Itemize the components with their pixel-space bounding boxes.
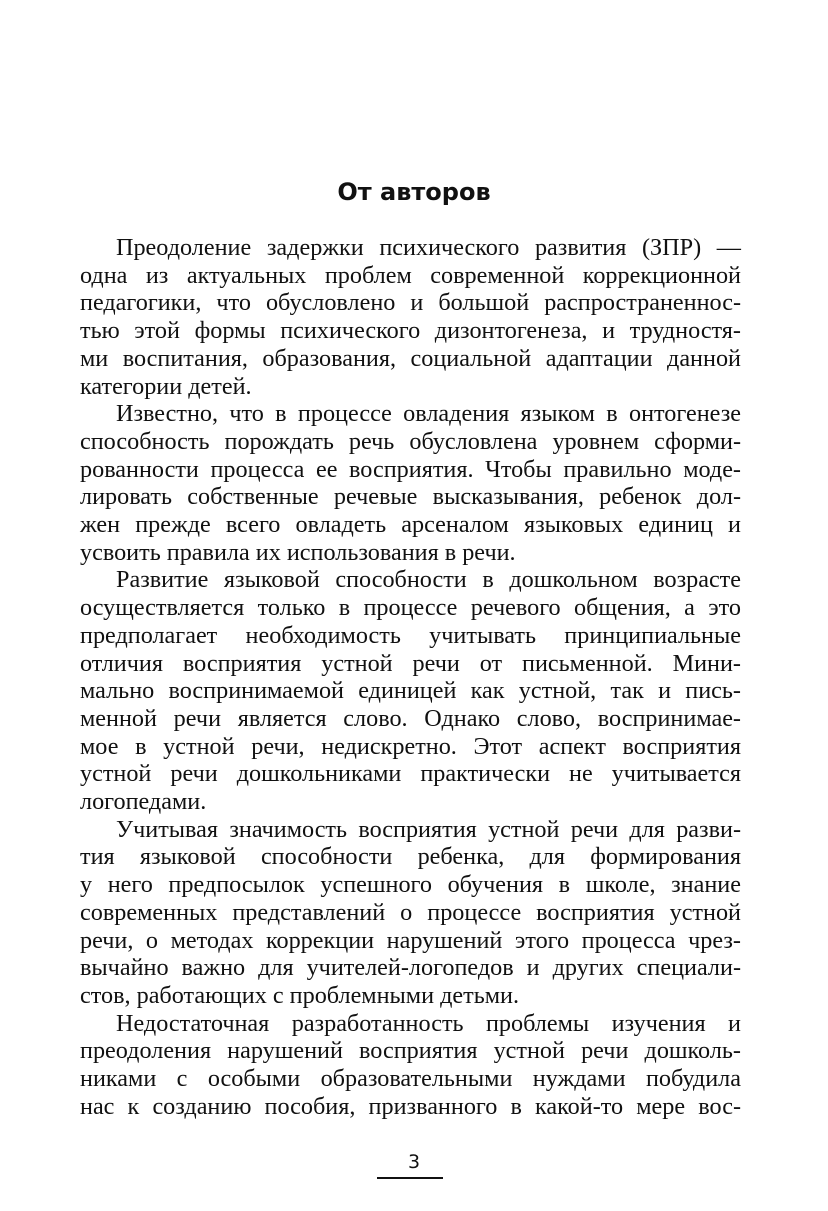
section-heading: От авторов (337, 178, 491, 206)
paragraph (80, 400, 741, 566)
text-line: Недостаточная разработанность проблемы изучения и (116, 1009, 741, 1037)
text-line: речи, о методах коррекции нарушений этого процесса чрез- (80, 926, 741, 954)
text-line: менной речи является слово. Однако слово, воспринимае- (80, 704, 741, 732)
text-line: ми воспитания, образования, социальной адаптации данной (80, 344, 741, 372)
text-line: отличия восприятия устной речи от письменной. Мини- (80, 649, 741, 677)
text-line: усвоить правила их использования в речи. (80, 538, 516, 566)
text-line: вычайно важно для учителей-логопедов и других специали- (80, 954, 741, 982)
text-line: педагогики, что обусловлено и большой распространеннос- (80, 289, 741, 317)
text-line: способность порождать речь обусловлена уровнем сформи- (80, 427, 741, 455)
paragraph (80, 234, 741, 400)
text-line: предполагает необходимость учитывать принципиальные (80, 621, 741, 649)
text-line: рованности процесса ее восприятия. Чтобы правильно моде- (80, 455, 741, 483)
paragraph (80, 1010, 741, 1121)
text-line: современных представлений о процессе восприятия устной (80, 898, 741, 926)
text-line: тью этой формы психического дизонтогенеза, и трудностя- (80, 317, 741, 345)
text-line: одна из актуальных проблем современной коррекционной (80, 261, 741, 289)
text-line: тия языковой способности ребенка, для формирования (80, 843, 741, 871)
text-line: у него предпосылок успешного обучения в школе, знание (80, 871, 741, 899)
text-line: категории детей. (80, 372, 252, 400)
paragraph (80, 816, 741, 1010)
text-line: мое в устной речи, недискретно. Этот аспект восприятия (80, 732, 741, 760)
paragraph (80, 566, 741, 815)
text-line: Преодоление задержки психического развития (ЗПР) — (116, 234, 741, 261)
text-line: логопедами. (80, 788, 207, 816)
text-line: осуществляется только в процессе речевого общения, а это (80, 594, 741, 622)
text-line: Известно, что в процессе овладения языком в онтогенезе (116, 400, 741, 428)
page-number: 3 (407, 1151, 421, 1173)
text-line: никами с особыми образовательными нуждами побудила (80, 1065, 741, 1093)
text-line: жен прежде всего овладеть арсеналом языковых единиц и (80, 511, 741, 539)
text-line: лировать собственные речевые высказывания, ребенок дол- (80, 483, 741, 511)
text-line: стов, работающих с проблемными детьми. (80, 981, 520, 1009)
text-line: Учитывая значимость восприятия устной речи для разви- (116, 815, 741, 843)
text-line: нас к созданию пособия, призванного в какой-то мере вос- (80, 1092, 741, 1120)
text-line: устной речи дошкольниками практически не учитывается (80, 760, 741, 788)
text-line: преодоления нарушений восприятия устной речи дошколь- (80, 1037, 741, 1065)
page-number-rule (377, 1177, 443, 1179)
text-line: Развитие языковой способности в дошкольном возрасте (116, 566, 741, 594)
body-text (80, 234, 741, 1121)
text-line: мально воспринимаемой единицей как устной, так и пись- (80, 677, 741, 705)
